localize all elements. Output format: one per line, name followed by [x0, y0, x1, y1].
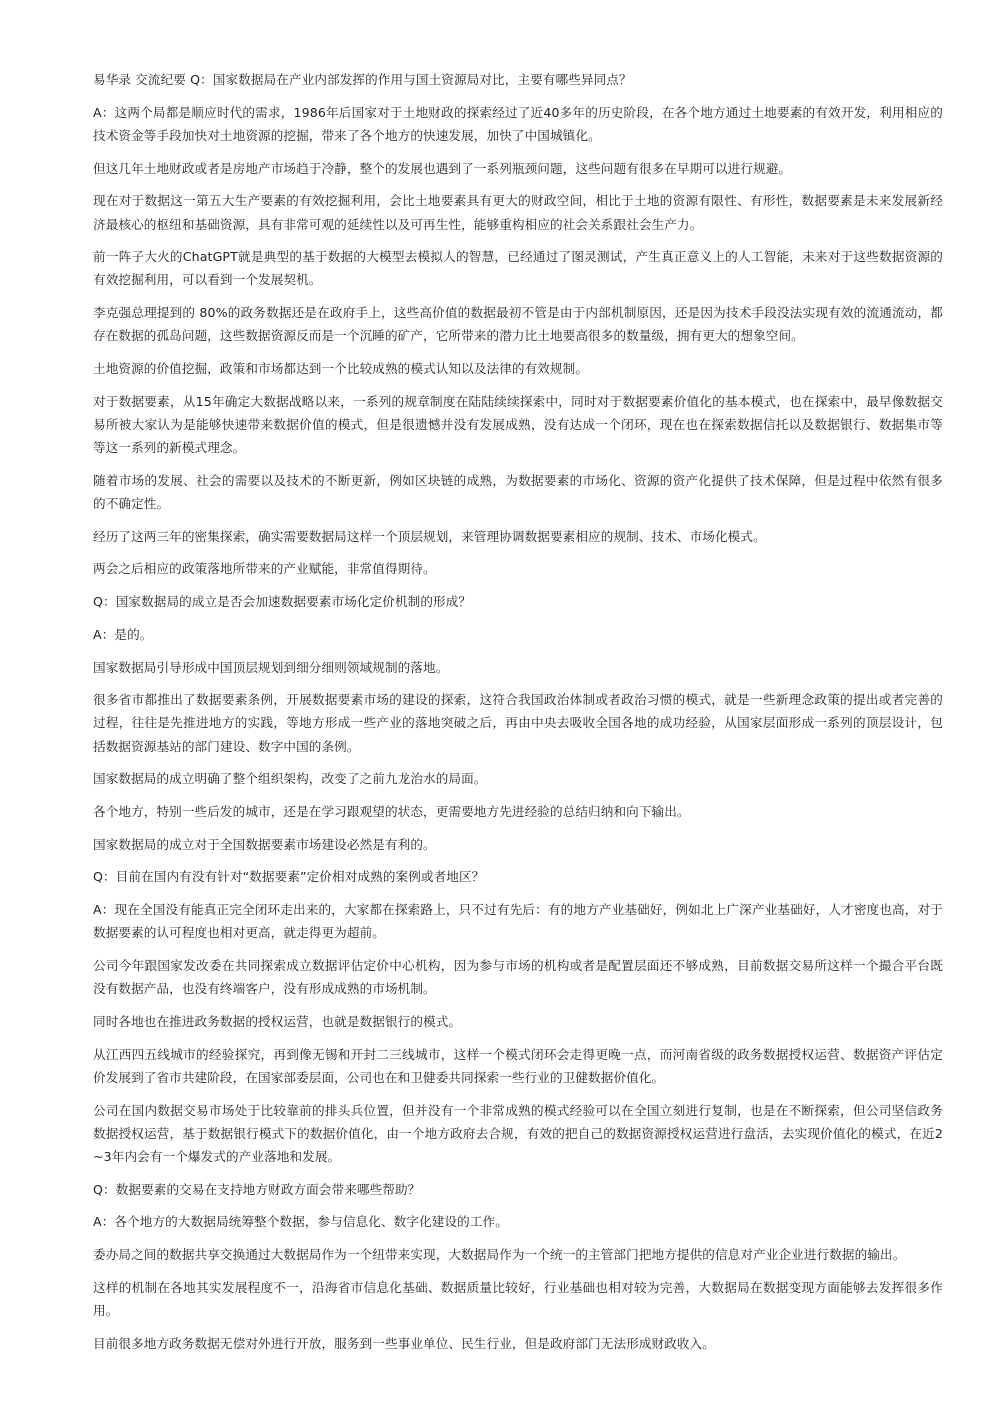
paragraph-16: 国家数据局的成立明确了整个组织架构，改变了之前九龙治水的局面。: [93, 771, 487, 787]
paragraph-5: 前一阵子大火的ChatGPT就是典型的基于数据的大模型去模拟人的智慧，已经通过了图灵测试，产生真正意义上的人工智能，未来对于这些数据资源的有效挖掘利用，可以看到一个发展契机。: [93, 249, 943, 288]
paragraph-27: 委办局之间的数据共享交换通过大数据局作为一个纽带来实现，大数据局作为一个统一的主管部门把地方提供的信息对产业企业进行数据的输出。: [93, 1247, 906, 1263]
paragraph-21: 公司今年跟国家发改委在共同探索成立数据评估定价中心机构，因为参与市场的机构或者是配置层面还不够成熟，目前数据交易所这样一个撮合平台既没有数据产品，也没有终端客户，没有形成成熟的市场机制。: [93, 958, 943, 997]
paragraph-11: 两会之后相应的政策落地所带来的产业赋能，非常值得期待。: [93, 561, 436, 577]
paragraph-22: 同时各地也在推进政务数据的授权运营，也就是数据银行的模式。: [93, 1014, 462, 1029]
document-body: [93, 68, 943, 1364]
paragraph-4: 现在对于数据这一第五大生产要素的有效挖掘利用，会比土地要素具有更大的财政空间，相比于土地的资源有限性、有形性，数据要素是未来发展新经济最核心的枢纽和基础资源，具有非常可观的延续性以及可再生性，能够重构相应的社会关系跟社会生产力。: [93, 193, 943, 232]
paragraph-20: A：现在全国没有能真正完全闭环走出来的，大家都在探索路上，只不过有先后：有的地方产业基础好，例如北上广深产业基础好，人才密度也高，对于数据要素的认可程度也相对更高，就走得更为超前。: [93, 902, 943, 941]
paragraph-9: 随着市场的发展、社会的需要以及技术的不断更新，例如区块链的成熟，为数据要素的市场化、资源的资产化提供了技术保障，但是过程中依然有很多的不确定性。: [93, 472, 943, 512]
paragraph-12: Q：国家数据局的成立是否会加速数据要素市场化定价机制的形成？: [93, 594, 472, 610]
paragraph-23: 从江西四五线城市的经验探究，再到像无锡和开封二三线城市，这样一个模式闭环会走得更晚一点，而河南省级的政务数据授权运营、数据资产评估定价发展到了省市共建阶段，在国家部委层面，公司也在和卫健委共同探索一些行业的卫健数据价值化。: [93, 1046, 943, 1085]
paragraph-2: A：这两个局都是顺应时代的需求，1986年后国家对于土地财政的探索经过了近40多年的历史阶段，在各个地方通过土地要素的有效开发，利用相应的技术资金等手段加快对土地资源的挖掘，带来了各个地方的快速发展，加快了中国城镇化。: [93, 104, 943, 143]
paragraph-19: Q：目前在国内有没有针对“数据要素”定价相对成熟的案例或者地区？: [93, 869, 485, 885]
paragraph-17: 各个地方，特别一些后发的城市，还是在学习跟观望的状态，更需要地方先进经验的总结归纳和向下输出。: [93, 804, 690, 820]
paragraph-3: 但这几年土地财政或者是房地产市场趋于冷静，整个的发展也遇到了一系列瓶颈问题，这些问题有很多在早期可以进行规避。: [93, 160, 792, 176]
paragraph-10: 经历了这两三年的密集探索，确实需要数据局这样一个顶层规划，来管理协调数据要素相应的规制、技术、市场化模式。: [93, 528, 766, 544]
paragraph-29: 目前很多地方政务数据无偿对外进行开放，服务到一些事业单位、民生行业，但是政府部门无法形成财政收入。: [93, 1335, 715, 1351]
paragraph-24: 公司在国内数据交易市场处于比较靠前的排头兵位置，但并没有一个非常成熟的模式经验可以在全国立刻进行复制，也是在不断探索，但公司坚信政务数据授权运营，基于数据银行模式下的数据价值化，由一个地方政府去合规，有效的把自己的数据资源授权运营进行盘活，去实现价值化的模式，在近2~3年内会有一个爆发式的产业落地和发展。: [93, 1102, 943, 1165]
paragraph-28: 这样的机制在各地其实发展程度不一，沿海省市信息化基础、数据质量比较好，行业基础也相对较为完善，大数据局在数据变现方面能够去发挥很多作用。: [93, 1279, 943, 1319]
paragraph-8: 对于数据要素，从15年确定大数据战略以来，一系列的规章制度在陆陆续续探索中，同时对于数据要素价值化的基本模式，也在探索中，最早像数据交易所被大家认为是能够快速带来数据价值的模式，但是很遗憾并没有发展成熟，没有达成一个闭环，现在也在探索数据信托以及数据银行、数据集市等等这一系列的新模式理念。: [93, 393, 943, 456]
paragraph-18: 国家数据局的成立对于全国数据要素市场建设必然是有利的。: [93, 836, 436, 852]
paragraph-6: 李克强总理提到的 80%的政务数据还是在政府手上，这些高价值的数据最初不管是由于内部机制原因，还是因为技术手段没法实现有效的流通流动，都存在数据的孤岛问题，这些数据资源反而是一个沉睡的矿产，它所带来的潜力比土地要高很多的数量级，拥有更大的想象空间。: [93, 305, 943, 344]
paragraph-26: A：各个地方的大数据局统筹整个数据，参与信息化、数字化建设的工作。: [93, 1214, 508, 1230]
paragraph-13: A：是的。: [93, 626, 153, 642]
paragraph-7: 土地资源的价值挖掘，政策和市场都达到一个比较成熟的模式认知以及法律的有效规制。: [93, 361, 589, 377]
paragraph-14: 国家数据局引导形成中国顶层规划到细分细则领域规制的落地。: [93, 659, 449, 675]
paragraph-25: Q：数据要素的交易在支持地方财政方面会带来哪些帮助？: [93, 1181, 421, 1197]
paragraph-1: 易华录 交流纪要 Q：国家数据局在产业内部发挥的作用与国土资源局对比，主要有哪些异同点？: [93, 72, 632, 87]
paragraph-15: 很多省市都推出了数据要素条例，开展数据要素市场的建设的探索，这符合我国政治体制或者政治习惯的模式，就是一些新理念政策的提出或者完善的过程，往往是先推进地方的实践，等地方形成一些产业的落地突破之后，再由中央去吸收全国各地的成功经验，从国家层面形成一系列的顶层设计，包括数据资源基站的部门建设、数字中国的条例。: [93, 692, 943, 754]
